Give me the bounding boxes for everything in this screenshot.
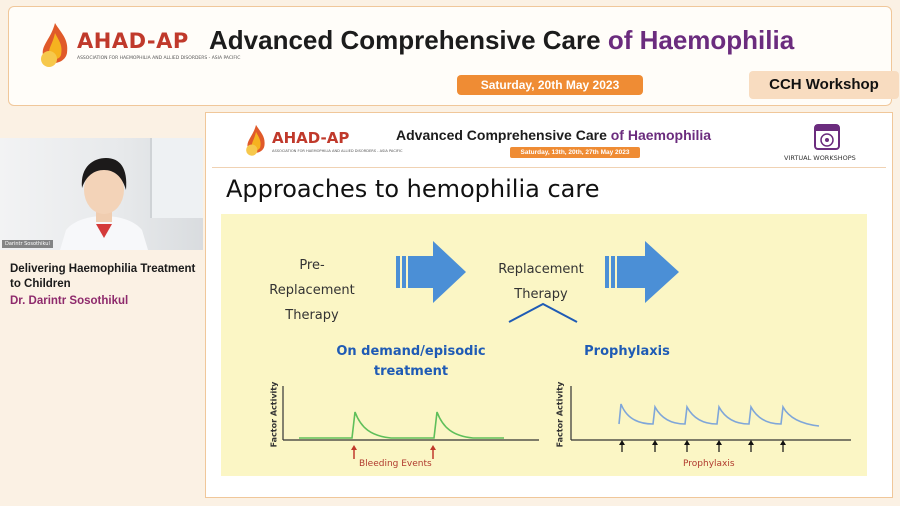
ahad-logo-icon: [35, 21, 75, 71]
slide-title-accent: of Haemophilia: [610, 127, 712, 143]
top-banner: [8, 6, 892, 106]
slide-dates: Saturday, 13th, 20th, 27th May 2023: [510, 147, 640, 158]
stage-pre-replacement: Pre- Replacement Therapy: [269, 258, 355, 323]
speaker-info: [10, 262, 200, 310]
speaker-name: Dr. Darintr Sosothikul: [10, 295, 129, 307]
slide-heading: Approaches to hemophilia care: [226, 175, 600, 203]
branch-on-demand: On demand/episodic treatment: [336, 344, 486, 379]
slide-logo-subtext: ASSOCIATION FOR HAEMOPHILIA AND ALLIED DISORDERS - ASIA PACIFIC: [272, 149, 403, 153]
logo-text: AHAD-AP: [77, 29, 189, 53]
video-nameplate: Darintr Sosothikul: [2, 240, 53, 248]
banner-title-main: Advanced Comprehensive Care: [209, 25, 608, 55]
speaker-video: [0, 138, 203, 250]
slide-ahad-logo-icon: [242, 123, 270, 159]
slide-logo-text: AHAD-AP: [272, 129, 350, 147]
slide-banner-title: [396, 127, 711, 143]
arrow-right-icon: [396, 241, 466, 303]
left-y-axis-label: Factor Activity: [269, 381, 279, 448]
prophylaxis-graph: [571, 386, 851, 452]
on-demand-graph: [283, 386, 539, 459]
slide-title-main: Advanced Comprehensive Care: [396, 127, 611, 143]
workshop-badge: CCH Workshop: [749, 71, 899, 99]
virtual-workshop-label: VIRTUAL WORKSHOPS: [784, 154, 856, 162]
event-date: Saturday, 20th May 2023: [457, 75, 643, 95]
stage-replacement: Replacement Therapy: [498, 262, 584, 302]
content-panel: [221, 214, 867, 476]
left-x-axis-label: Bleeding Events: [359, 459, 432, 469]
talk-title: Delivering Haemophilia Treatment to Children: [10, 263, 196, 290]
presentation-slide: [205, 112, 893, 498]
branch-prophylaxis: Prophylaxis: [584, 344, 670, 359]
speaker-figure: [0, 138, 203, 250]
right-x-axis-label: Prophylaxis: [683, 459, 735, 469]
virtual-workshop-icon: [813, 123, 841, 151]
banner-title: [209, 25, 794, 56]
branch-lines: [509, 304, 577, 322]
arrow-right-icon: [605, 241, 679, 303]
banner-title-accent: of Haemophilia: [607, 25, 795, 55]
slide-header: [212, 117, 886, 168]
logo-subtext: ASSOCIATION FOR HAEMOPHILIA AND ALLIED DISORDERS - ASIA PACIFIC: [77, 56, 241, 61]
right-y-axis-label: Factor Activity: [555, 381, 565, 448]
diagram-graphics: [221, 214, 867, 476]
